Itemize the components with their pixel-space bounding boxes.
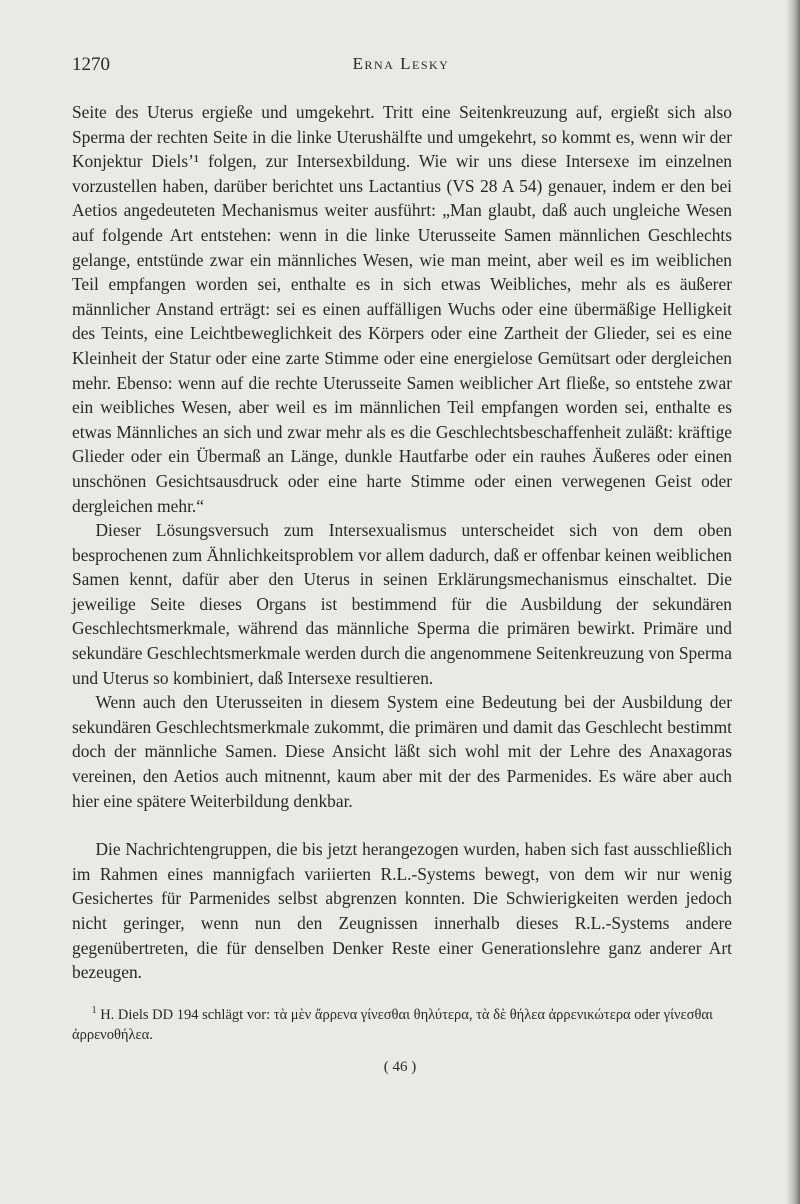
running-head: Erna Lesky — [352, 54, 450, 73]
page-header — [72, 50, 730, 80]
page-number: 1270 — [72, 54, 110, 75]
footnote-text: H. Diels DD 194 schlägt vor: τὰ μὲν ἄρρενα γίνεσθαι θηλύτερα, τὰ δὲ θήλεα ἀρρενικώτερα oder γίνεσθαι ἀρρενοθήλεα. — [72, 1006, 713, 1043]
footnote-mark: 1 — [91, 1005, 97, 1016]
scan-edge-shadow — [786, 0, 800, 1204]
body-text — [72, 100, 732, 985]
footnote — [72, 1001, 732, 1045]
paragraph: Dieser Lösungsversuch zum Intersexualismus unterscheidet sich von dem oben besprochenen zum Ähnlichkeitsproblem vor allem dadurch, daß er offenbar keinen weiblichen Samen kennt, dafür aber den Uterus in seinen Erklärungsmechanismus einschaltet. Die jeweilige Seite dieses Organs ist bestimmend für die Ausbildung der sekundären Geschlechtsmerkmale, während das männliche Sperma die primären bewirkt. Primäre und sekundäre Geschlechtsmerkmale werden durch die angenommene Seitenkreuzung von Sperma und Uterus so kombiniert, daß Intersexe resultieren. — [72, 520, 732, 688]
paragraph: Wenn auch den Uterusseiten in diesem System eine Bedeutung bei der Ausbildung der sekundären Geschlechtsmerkmale zukommt, die primären und damit das Geschlecht bestimmt doch der männliche Samen. Diese Ansicht läßt sich wohl mit der Lehre des Anaxagoras vereinen, den Aetios auch mitnennt, kaum aber mit der des Parmenides. Es wäre aber auch hier eine spätere Weiterbildung denkbar. — [72, 692, 732, 811]
paragraph: Die Nachrichtengruppen, die bis jetzt herangezogen wurden, haben sich fast ausschließlich im Rahmen eines mannigfach variierten R.L.-Systems bewegt, von dem wir nur wenig Gesichertes für Parmenides selbst abgrenzen konnten. Die Schwierigkeiten werden jedoch nicht geringer, wenn nun den Zeugnissen innerhalb dieses R.L.-Systems andere gegenübertreten, die für denselben Denker Reste einer Generationslehre ganz anderer Art bezeugen. — [72, 839, 732, 983]
paragraph: Seite des Uterus ergieße und umgekehrt. Tritt eine Seitenkreuzung auf, ergießt sich also Sperma der rechten Seite in die linke Uterushälfte und umgekehrt, so kommt es, wenn wir der Konjektur Diels’¹ folgen, zur Intersexbildung. Wie wir uns diese Intersexe im einzelnen vorzustellen haben, darüber berichtet uns Lactantius (VS 28 A 54) genauer, indem er den bei Aetios angedeuteten Mechanismus weiter ausführt: „Man glaubt, daß auch ungleiche Wesen auf folgende Art entstehen: wenn in die linke Uterusseite Samen männlichen Geschlechts gelange, entstünde zwar ein männliches Wesen, wie man meint, aber weil es im weiblichen Teil empfangen worden sei, enthalte es in sich etwas Weibliches, mehr als es äußerer männlicher Anstand erträgt: sei es einen auffälligen Wuchs oder eine übermäßige Helligkeit des Teints, eine Leichtbeweglichkeit des Körpers oder eine Zartheit der Glieder, sei es eine Kleinheit der Statur oder eine zarte Stimme oder eine energielose Gemütsart oder dergleichen mehr. Ebenso: wenn auf die rechte Uterusseite Samen weiblicher Art fließe, so entstehe zwar ein weibliches Wesen, aber weil es im männlichen Teil empfangen worden sei, enthalte es etwas Männliches an sich und zwar mehr als es die Geschlechtsbeschaffenheit zuläßt: kräftige Glieder oder ein Übermaß an Länge, dunkle Hautfarbe oder ein rauhes Äußeres oder einen unschönen Gesichtsausdruck oder eine harte Stimme oder einen verwegenen Geist oder dergleichen mehr.“ — [72, 102, 732, 516]
folio: ( 46 ) — [383, 1059, 417, 1075]
